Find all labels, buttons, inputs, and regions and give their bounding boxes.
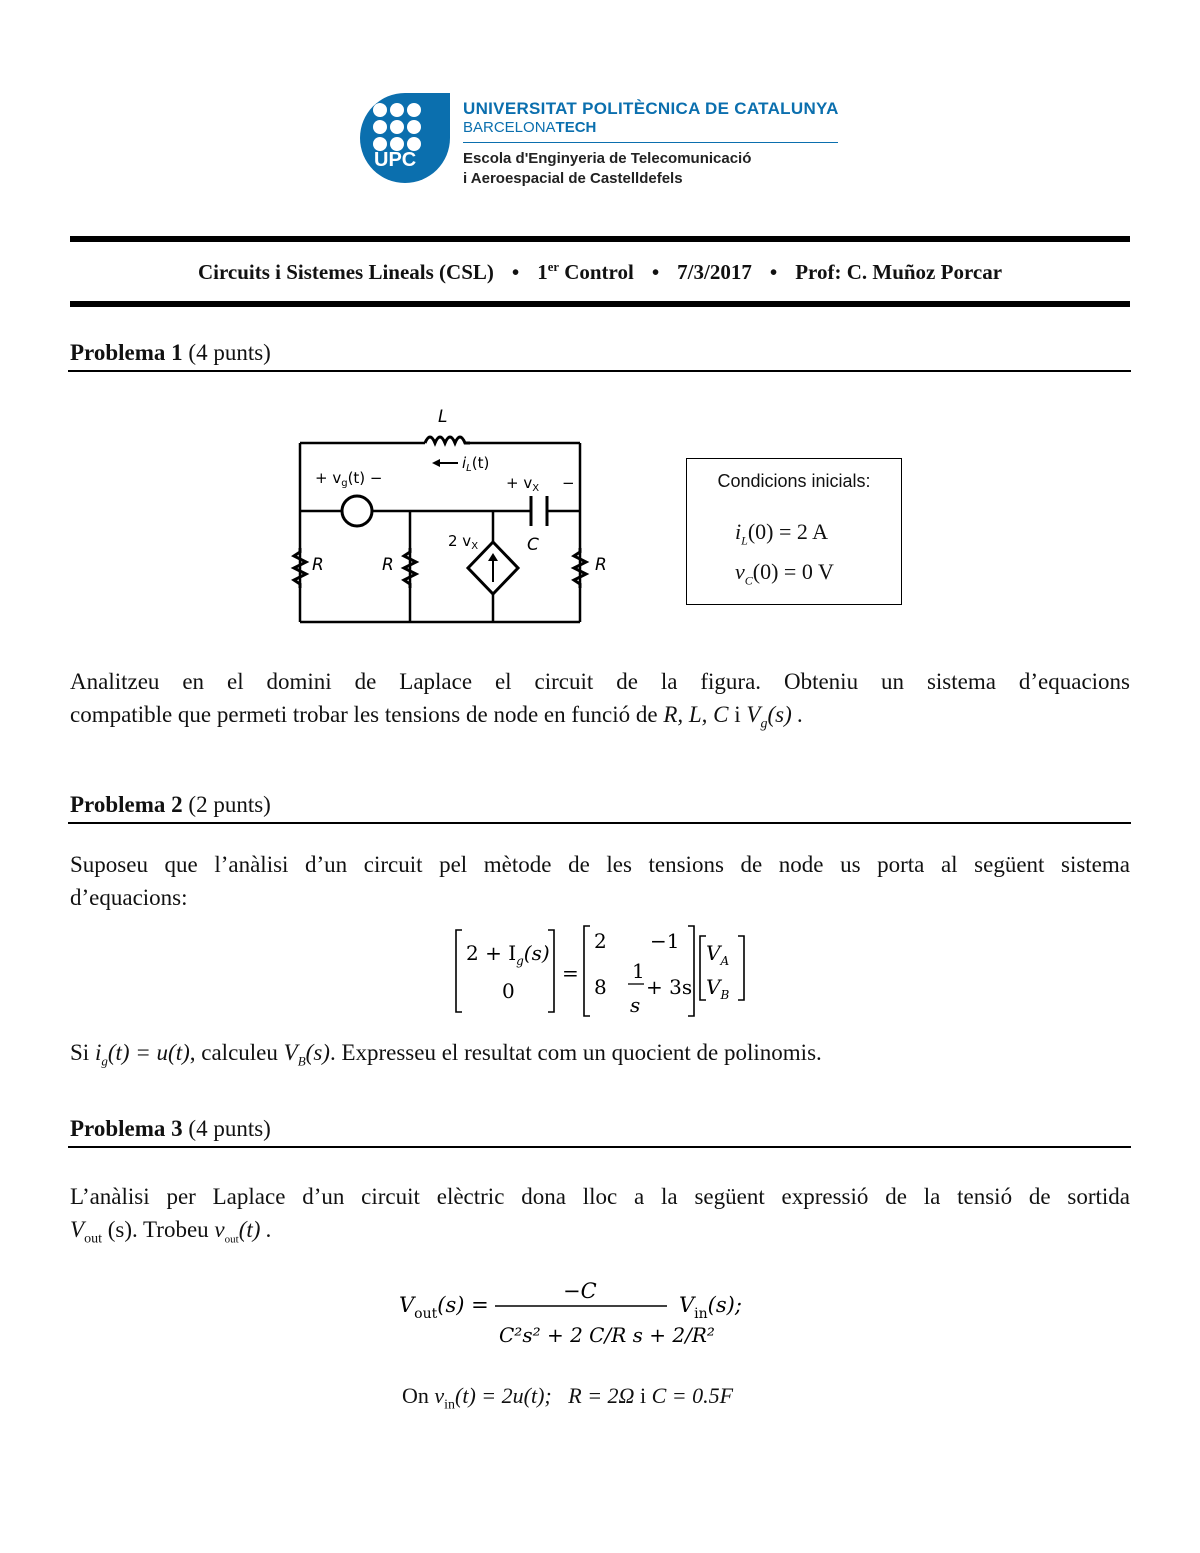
- condition-vc: $v_C(0) = 0$ V: [735, 559, 834, 588]
- svg-text:1: 1: [632, 959, 645, 983]
- university-name: UNIVERSITAT POLITÈCNICA DE CATALUNYA: [463, 99, 839, 118]
- svg-text:0: 0: [502, 979, 515, 1003]
- svg-text:VA: $V_A$: [706, 941, 730, 968]
- problem1-title: Problema 1 (4 punts): [70, 340, 271, 365]
- label-resistor-left: R: [312, 555, 324, 575]
- upc-badge-text: UPC: [374, 149, 417, 171]
- campus-name: BARCELONATECH: [463, 119, 597, 136]
- problem1-rule: [68, 370, 1131, 372]
- label-cap-minus: −: [562, 474, 575, 492]
- logo-divider: [463, 142, 838, 143]
- svg-text:+ 3s: + 3s: [646, 975, 693, 999]
- label-resistor-right: R: [595, 555, 607, 575]
- exam-number: 1: [537, 260, 548, 284]
- problem2-rule: [68, 822, 1131, 824]
- svg-text:s: s: [630, 993, 641, 1017]
- professor: Prof: C. Muñoz Porcar: [795, 260, 1003, 284]
- label-source-voltage: + $v_g(t)$ −: [315, 469, 383, 489]
- school-line1: Escola d'Enginyeria de Telecomunicació: [463, 150, 752, 167]
- problem3-conditions: On $v_{in}(t) = 2u(t)$; R = 2Ω i C = 0.5F: [402, 1383, 734, 1413]
- exam-date: 7/3/2017: [677, 260, 752, 284]
- matrix-equation: [440, 922, 760, 1022]
- label-cap-voltage: + $v_X$: [506, 474, 540, 494]
- svg-text:−C: −C: [563, 1279, 597, 1303]
- label-dep-source: 2 $v_X$: [448, 532, 479, 552]
- label-resistor-mid: R: [382, 555, 394, 575]
- label-inductor: L: [438, 407, 448, 427]
- problem3-rule: [68, 1146, 1131, 1148]
- svg-text:Vin(s);: $V_{in}(s)$;: [679, 1293, 742, 1322]
- inductor-coil: [425, 437, 470, 443]
- course-title: Circuits i Sistemes Lineals (CSL): [197, 260, 494, 284]
- problem1-text: Analitzeu en el domini de Laplace el circuit de la figura. Obteniu un sistema d’equacions compatible que permeti trobar les tensions de node en funció de R, L, C i $V_g(s)$ .: [70, 669, 1130, 732]
- label-capacitor: C: [527, 535, 539, 555]
- svg-text:VB: $V_B$: [706, 975, 730, 1002]
- svg-text:Vout(s) =: $V_{out}(s)$ =: [399, 1293, 489, 1322]
- conditions-title: Condicions inicials:: [717, 471, 871, 491]
- school-line2: i Aeroespacial de Castelldefels: [463, 170, 683, 187]
- condition-il: $i_L(0) = 2$ A: [735, 519, 829, 548]
- upc-logo: [360, 93, 450, 183]
- transfer-equation: [395, 1270, 775, 1370]
- problem3-title: Problema 3 (4 punts): [70, 1116, 271, 1141]
- problem2-question: Si $i_g(t) = u(t)$, calculeu $V_B(s)$. Expresseu el resultat com un quocient de polinomis.: [70, 1040, 822, 1069]
- svg-text:2: 2: [594, 929, 607, 953]
- initial-conditions-box: [686, 458, 902, 605]
- header-top-rule: [70, 236, 1130, 242]
- label-inductor-current: $i_L(t)$: [462, 454, 490, 474]
- header-bottom-rule: [70, 301, 1130, 307]
- svg-text:=: =: [562, 961, 579, 985]
- svg-text:8: 8: [594, 975, 607, 999]
- exam-header: Circuits i Sistemes Lineals (CSL) • 1er Control • 7/3/2017 • Prof: C. Muñoz Porcar: [197, 260, 1003, 284]
- svg-text:−1: −1: [650, 929, 680, 953]
- voltage-source-icon: [342, 496, 372, 526]
- circuit-diagram: [290, 400, 620, 635]
- problem2-title: Problema 2 (2 punts): [70, 792, 271, 817]
- problem2-text: Suposeu que l’anàlisi d’un circuit pel mètode de les tensions de node us porta al següent sistema d’equacions:: [70, 852, 1130, 910]
- svg-text:2 + Ig(s): $2 + I_g(s)$: [466, 941, 550, 968]
- denominator: C²s² + 2 C/R s + 2/R²: [499, 1323, 715, 1347]
- problem3-text: L’anàlisi per Laplace d’un circuit elèctric dona lloc a la següent expressió de la tensió de sortida $V_{out}$ (s). Trobeu $v_{out}(t)$ .: [70, 1184, 1130, 1247]
